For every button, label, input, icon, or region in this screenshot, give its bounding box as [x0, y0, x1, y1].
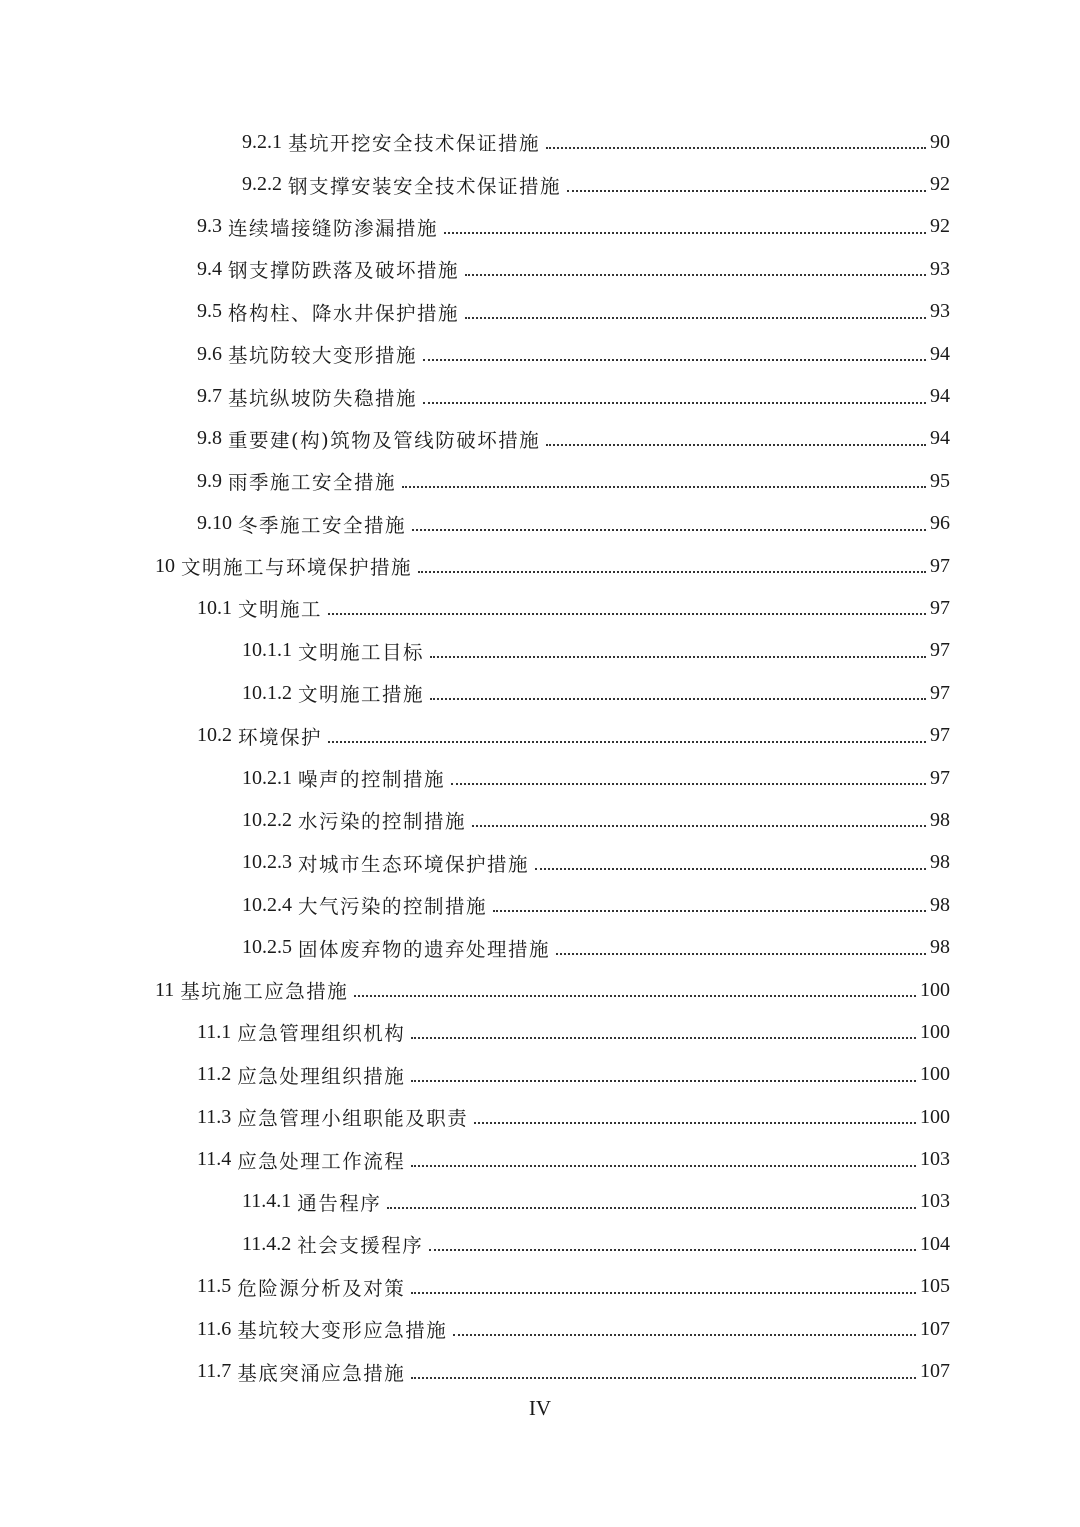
dot-leader: [444, 232, 926, 234]
toc-entry-number: 9.6: [197, 342, 222, 365]
toc-entry-number: 10.2.3: [242, 851, 292, 874]
toc-entry-title: 文明施工: [238, 598, 323, 622]
dot-leader: [418, 571, 926, 573]
toc-entry-9-2-2[interactable]: [0, 163, 1080, 205]
toc-entry-title: 基底突涌应急措施: [237, 1361, 406, 1385]
toc-entry-number: 11.7: [197, 1360, 232, 1383]
toc-entry-number: 10.2.1: [242, 766, 292, 789]
toc-entry-11-1[interactable]: [0, 1011, 1080, 1053]
toc-entry-page: 97: [930, 724, 950, 747]
toc-entry-page: 103: [920, 1148, 950, 1171]
dot-leader: [411, 1165, 916, 1167]
toc-entry-number: 11.2: [197, 1063, 232, 1086]
toc-entry-11[interactable]: [0, 969, 1080, 1011]
page-number: IV: [528, 1396, 552, 1420]
toc-entry-page: 97: [930, 639, 950, 662]
toc-entry-11-4[interactable]: [0, 1138, 1080, 1180]
dot-leader: [472, 825, 926, 827]
toc-entry-title: 文明施工与环境保护措施: [181, 556, 413, 580]
toc-entry-9-7[interactable]: [0, 375, 1080, 417]
toc-entry-title: 基坑纵坡防失稳措施: [228, 386, 418, 410]
toc-entry-10-1-1[interactable]: [0, 630, 1080, 672]
toc-entry-10-1-2[interactable]: [0, 672, 1080, 714]
toc-entry-number: 9.8: [197, 427, 222, 450]
toc-entry-9-2-1[interactable]: [0, 121, 1080, 163]
dot-leader: [546, 444, 926, 446]
toc-entry-number: 9.4: [197, 257, 222, 280]
toc-entry-page: 90: [930, 130, 950, 153]
dot-leader: [411, 1292, 916, 1294]
toc-entry-title: 钢支撑安装安全技术保证措施: [288, 174, 562, 198]
toc-entry-page: 97: [930, 766, 950, 789]
toc-entry-title: 连续墙接缝防渗漏措施: [228, 216, 439, 240]
toc-entry-number: 11.4.2: [242, 1232, 292, 1255]
dot-leader: [411, 1080, 916, 1082]
toc-entry-title: 钢支撑防跌落及破坏措施: [228, 259, 460, 283]
toc-entry-number: 9.5: [197, 300, 222, 323]
toc-entry-page: 94: [930, 427, 950, 450]
toc-entry-11-5[interactable]: [0, 1266, 1080, 1308]
toc-entry-number: 9.10: [197, 512, 232, 535]
dot-leader: [423, 402, 926, 404]
dot-leader: [354, 995, 916, 997]
dot-leader: [453, 1334, 916, 1336]
toc-entry-page: 98: [930, 808, 950, 831]
toc-entry-number: 11.6: [197, 1317, 232, 1340]
toc-entry-11-3[interactable]: [0, 1096, 1080, 1138]
dot-leader: [411, 1037, 916, 1039]
toc-entry-page: 98: [930, 936, 950, 959]
toc-entry-page: 97: [930, 681, 950, 704]
dot-leader: [328, 613, 926, 615]
toc-entry-title: 基坑开挖安全技术保证措施: [288, 132, 541, 156]
toc-entry-number: 9.3: [197, 215, 222, 238]
dot-leader: [556, 953, 926, 955]
toc-entry-title: 应急处理组织措施: [237, 1064, 406, 1088]
dot-leader: [465, 317, 926, 319]
toc-entry-11-6[interactable]: [0, 1308, 1080, 1350]
toc-entry-number: 9.2.1: [242, 130, 282, 153]
toc-entry-page: 98: [930, 893, 950, 916]
toc-entry-title: 雨季施工安全措施: [228, 471, 397, 495]
dot-leader: [465, 274, 926, 276]
dot-leader: [474, 1122, 916, 1124]
dot-leader: [387, 1207, 916, 1209]
dot-leader: [423, 359, 926, 361]
toc-entry-page: 96: [930, 512, 950, 535]
dot-leader: [567, 190, 926, 192]
toc-entry-page: 92: [930, 215, 950, 238]
toc-entry-number: 10.2.4: [242, 893, 292, 916]
toc-entry-title: 基坑较大变形应急措施: [237, 1319, 448, 1343]
toc-entry-number: 9.2.2: [242, 173, 282, 196]
toc-entry-number: 9.7: [197, 385, 222, 408]
toc-entry-number: 10: [155, 554, 175, 577]
dot-leader: [535, 868, 926, 870]
toc-entry-title: 应急管理组织机构: [237, 1022, 406, 1046]
toc-entry-page: 104: [920, 1232, 950, 1255]
toc-entry-number: 11.4.1: [242, 1190, 292, 1213]
toc-entry-page: 100: [920, 1105, 950, 1128]
toc-entry-9-3[interactable]: [0, 206, 1080, 248]
toc-entry-page: 107: [920, 1317, 950, 1340]
toc-entry-page: 94: [930, 342, 950, 365]
toc-entry-title: 大气污染的控制措施: [298, 895, 488, 919]
toc-entry-page: 100: [920, 1063, 950, 1086]
dot-leader: [412, 529, 926, 531]
dot-leader: [430, 656, 926, 658]
toc-entry-page: 97: [930, 554, 950, 577]
toc-entry-number: 9.9: [197, 469, 222, 492]
toc-entry-number: 10.1.1: [242, 639, 292, 662]
table-of-contents: [0, 121, 1080, 1393]
toc-entry-11-4-1[interactable]: [0, 1181, 1080, 1223]
toc-entry-9-5[interactable]: [0, 291, 1080, 333]
toc-entry-number: 10.2: [197, 724, 232, 747]
toc-entry-title: 噪声的控制措施: [298, 768, 446, 792]
toc-entry-page: 105: [920, 1275, 950, 1298]
toc-entry-title: 对城市生态环境保护措施: [298, 852, 530, 876]
dot-leader: [546, 147, 926, 149]
toc-entry-10-2-1[interactable]: [0, 757, 1080, 799]
toc-entry-page: 92: [930, 173, 950, 196]
toc-entry-title: 通告程序: [297, 1191, 382, 1215]
toc-entry-number: 10.2.5: [242, 936, 292, 959]
toc-entry-number: 10.1.2: [242, 681, 292, 704]
dot-leader: [429, 1249, 916, 1251]
dot-leader: [411, 1377, 916, 1379]
toc-entry-11-7[interactable]: [0, 1350, 1080, 1392]
toc-entry-title: 文明施工措施: [298, 683, 425, 707]
toc-entry-title: 文明施工目标: [298, 640, 425, 664]
toc-entry-9-6[interactable]: [0, 333, 1080, 375]
toc-entry-title: 冬季施工安全措施: [238, 513, 407, 537]
toc-entry-number: 11.1: [197, 1020, 232, 1043]
toc-entry-number: 11.4: [197, 1148, 232, 1171]
toc-entry-page: 97: [930, 596, 950, 619]
toc-entry-page: 98: [930, 851, 950, 874]
toc-entry-11-2[interactable]: [0, 1054, 1080, 1096]
toc-entry-10-2-3[interactable]: [0, 842, 1080, 884]
dot-leader: [430, 698, 926, 700]
toc-entry-title: 水污染的控制措施: [298, 810, 467, 834]
toc-entry-10-2-2[interactable]: [0, 799, 1080, 841]
toc-entry-10-2-5[interactable]: [0, 926, 1080, 968]
toc-entry-11-4-2[interactable]: [0, 1223, 1080, 1265]
dot-leader: [451, 783, 926, 785]
toc-entry-page: 100: [920, 1020, 950, 1043]
toc-entry-9-4[interactable]: [0, 248, 1080, 290]
toc-entry-10-2[interactable]: [0, 714, 1080, 756]
toc-entry-title: 社会支援程序: [297, 1234, 424, 1258]
toc-entry-title: 基坑防较大变形措施: [228, 344, 418, 368]
toc-entry-page: 95: [930, 469, 950, 492]
toc-entry-title: 应急处理工作流程: [237, 1149, 406, 1173]
dot-leader: [402, 486, 926, 488]
toc-entry-9-10[interactable]: [0, 503, 1080, 545]
toc-entry-9-9[interactable]: [0, 460, 1080, 502]
toc-entry-page: 103: [920, 1190, 950, 1213]
toc-entry-page: 107: [920, 1360, 950, 1383]
toc-entry-number: 11.3: [197, 1105, 232, 1128]
toc-entry-title: 应急管理小组职能及职责: [237, 1107, 469, 1131]
toc-entry-number: 11.5: [197, 1275, 232, 1298]
toc-entry-10-2-4[interactable]: [0, 884, 1080, 926]
toc-entry-page: 94: [930, 385, 950, 408]
dot-leader: [493, 910, 926, 912]
toc-entry-number: 11: [155, 978, 175, 1001]
toc-entry-number: 10.1: [197, 596, 232, 619]
toc-entry-title: 危险源分析及对策: [237, 1276, 406, 1300]
toc-entry-number: 10.2.2: [242, 808, 292, 831]
toc-entry-title: 基坑施工应急措施: [180, 980, 349, 1003]
toc-entry-page: 100: [920, 978, 950, 1001]
toc-entry-page: 93: [930, 257, 950, 280]
toc-entry-title: 环境保护: [238, 725, 323, 749]
toc-entry-title: 固体废弃物的遗弃处理措施: [298, 937, 551, 961]
dot-leader: [328, 741, 926, 743]
toc-entry-page: 93: [930, 300, 950, 323]
toc-entry-title: 格构柱、降水井保护措施: [228, 301, 460, 325]
toc-entry-title: 重要建(构)筑物及管线防破坏措施: [228, 428, 541, 452]
toc-entry-10-1[interactable]: [0, 587, 1080, 629]
toc-entry-9-8[interactable]: [0, 418, 1080, 460]
toc-entry-10[interactable]: [0, 545, 1080, 587]
